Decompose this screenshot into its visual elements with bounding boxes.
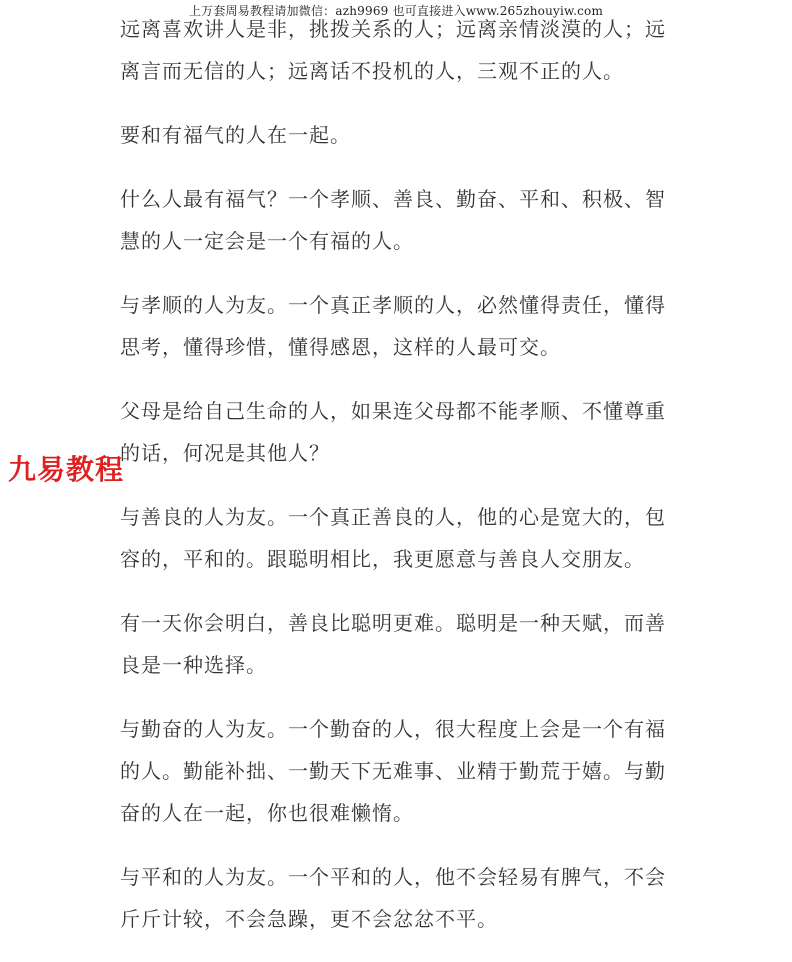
paragraph-6: 与善良的人为友。一个真正善良的人，他的心是宽大的，包容的，平和的。跟聪明相比，我更愿意与善良人交朋友。 [120,505,666,571]
paragraph-4: 与孝顺的人为友。一个真正孝顺的人，必然懂得责任，懂得思考，懂得珍惜，懂得感恩，这样的人最可交。 [120,293,666,359]
paragraph-3: 什么人最有福气？一个孝顺、善良、勤奋、平和、积极、智慧的人一定会是一个有福的人。 [120,187,666,253]
article-body [120,8,680,962]
header-notice: 上万套周易教程请加微信：azh9969 也可直接进入www.265zhouyiw.com [188,4,604,18]
paragraph-9: 与平和的人为友。一个平和的人，他不会轻易有脾气，不会斤斤计较，不会急躁，更不会忿忿不平。 [120,865,666,931]
paragraph-7: 有一天你会明白，善良比聪明更难。聪明是一种天赋，而善良是一种选择。 [120,611,666,677]
paragraph-5: 父母是给自己生命的人，如果连父母都不能孝顺、不懂尊重的话，何况是其他人？ [120,399,666,465]
paragraph-1: 远离喜欢讲人是非，挑拨关系的人；远离亲情淡漠的人；远离言而无信的人；远离话不投机的人，三观不正的人。 [120,17,666,83]
watermark-logo: 九易教程 [8,453,125,486]
paragraph-2: 要和有福气的人在一起。 [120,123,351,147]
paragraph-8: 与勤奋的人为友。一个勤奋的人，很大程度上会是一个有福的人。勤能补拙、一勤天下无难事、业精于勤荒于嬉。与勤奋的人在一起，你也很难懒惰。 [120,717,666,825]
